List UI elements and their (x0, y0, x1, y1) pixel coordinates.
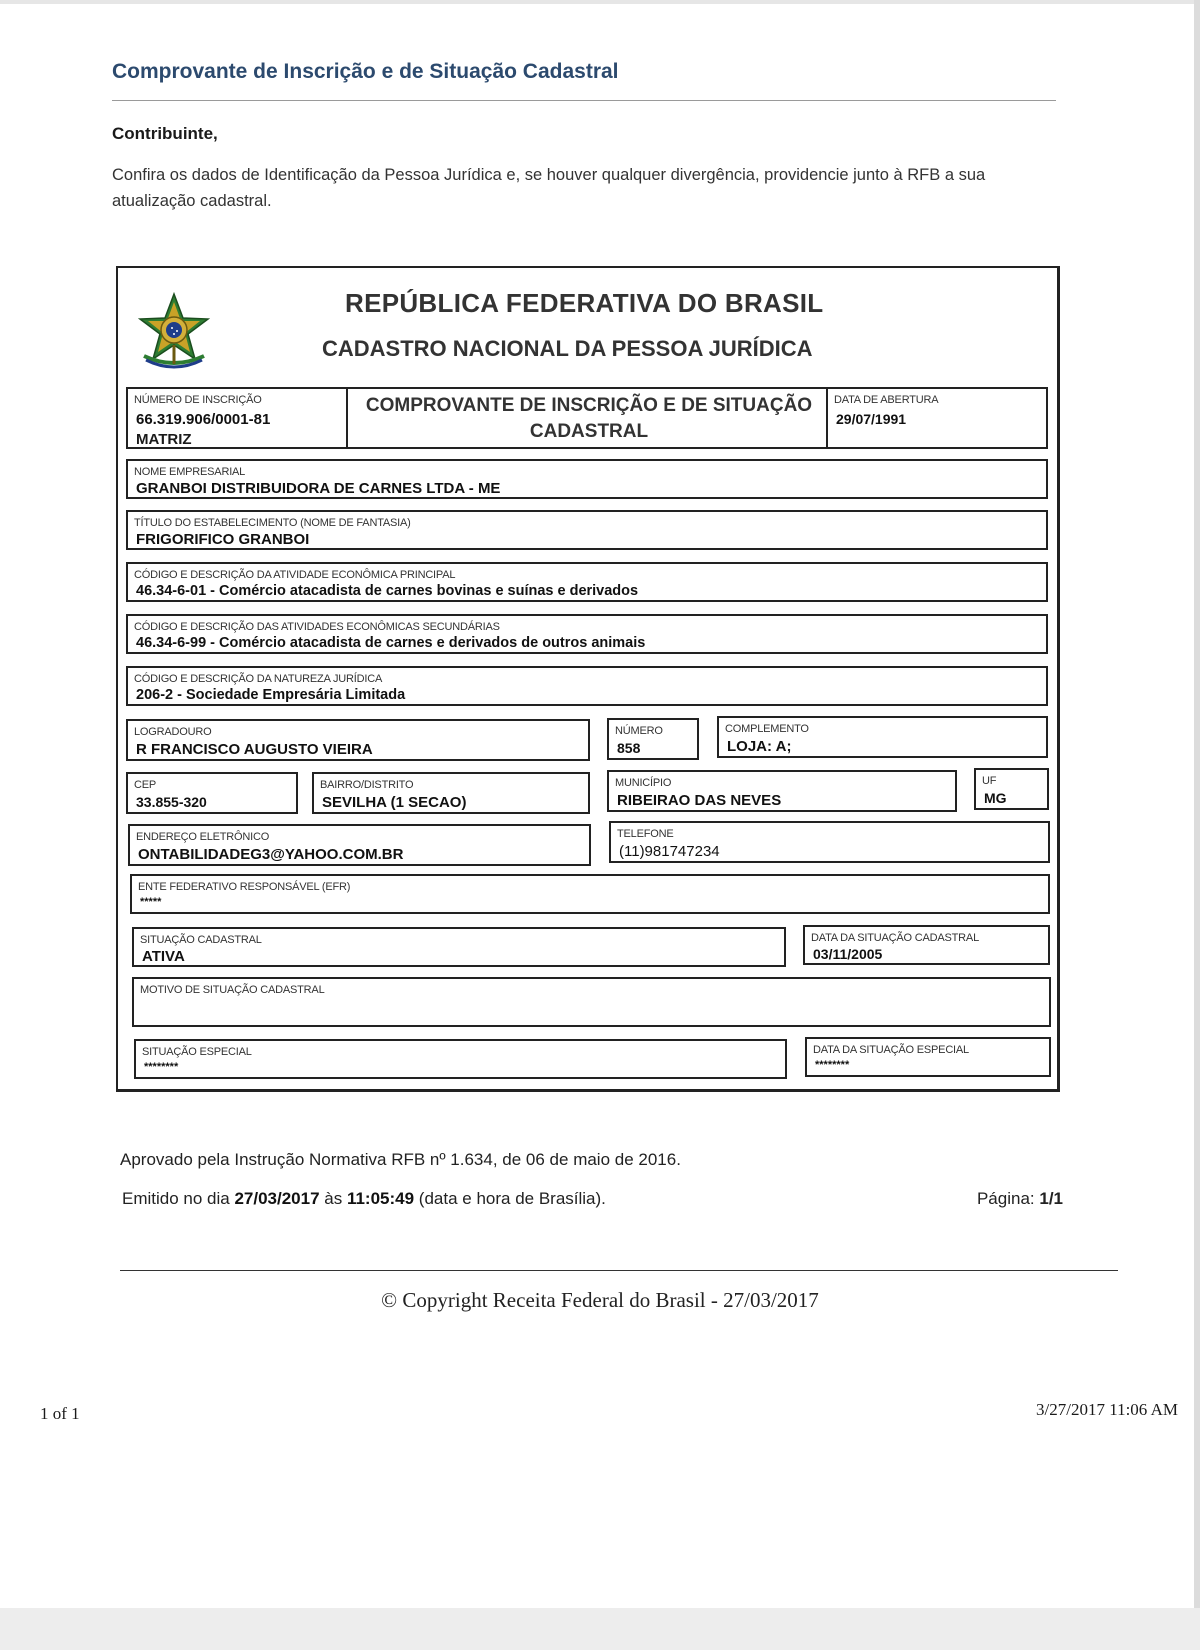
telefone-field (609, 821, 1050, 863)
natureza-juridica-field (126, 666, 1048, 706)
print-timestamp: 3/27/2017 11:06 AM (1036, 1400, 1178, 1419)
field-value: RIBEIRAO DAS NEVES (617, 792, 782, 809)
field-label: COMPLEMENTO (725, 723, 809, 735)
intro-text: Confira os dados de Identificação da Pessoa Jurídica e, se houver qualquer divergência, providencie junto à RFB a sua atualização cadastral. (112, 166, 986, 210)
municipio-field (607, 770, 957, 812)
field-value: ONTABILIDADEG3@YAHOO.COM.BR (138, 846, 404, 863)
atividades-secundarias-field (126, 614, 1048, 654)
approval-note: Aprovado pela Instrução Normativa RFB nº 1.634, de 06 de maio de 2016. (120, 1150, 681, 1169)
field-label: MUNICÍPIO (615, 777, 672, 789)
complemento-field (717, 716, 1048, 758)
emission-suffix: (data e hora de Brasília). (414, 1189, 606, 1208)
data-situacao-cadastral-field (803, 925, 1050, 965)
bairro-field (312, 772, 590, 814)
field-value: 46.34-6-01 - Comércio atacadista de carnes bovinas e suínas e derivados (136, 583, 639, 599)
field-label: ENTE FEDERATIVO RESPONSÁVEL (EFR) (138, 881, 351, 893)
field-label: LOGRADOURO (134, 726, 212, 738)
scan-edge-right (1194, 0, 1200, 1650)
print-page-count: 1 of 1 (40, 1404, 80, 1423)
cnpj-title: CADASTRO NACIONAL DA PESSOA JURÍDICA (322, 336, 813, 361)
copyright: © Copyright Receita Federal do Brasil - 27/03/2017 (381, 1288, 819, 1312)
comprovante-title-box (346, 387, 828, 449)
data-abertura-field (826, 387, 1048, 449)
field-value: 66.319.906/0001-81 (136, 411, 271, 428)
efr-field (130, 874, 1050, 914)
emission-note (122, 1189, 606, 1209)
field-label: DATA DA SITUAÇÃO ESPECIAL (813, 1044, 969, 1056)
field-label: CÓDIGO E DESCRIÇÃO DA ATIVIDADE ECONÔMICA PRINCIPAL (134, 569, 456, 581)
field-label: CEP (134, 779, 157, 791)
titulo-estabelecimento-field (126, 510, 1048, 550)
uf-field (974, 768, 1049, 810)
page-title: Comprovante de Inscrição e de Situação Cadastral (112, 60, 619, 83)
data-situacao-especial-field (805, 1037, 1051, 1077)
field-label: MOTIVO DE SITUAÇÃO CADASTRAL (140, 984, 325, 996)
field-label: NOME EMPRESARIAL (134, 466, 246, 478)
field-label: NÚMERO DE INSCRIÇÃO (134, 394, 262, 406)
motivo-situacao-field (132, 977, 1051, 1027)
header-divider (112, 100, 1056, 101)
field-value: GRANBOI DISTRIBUIDORA DE CARNES LTDA - ME (136, 480, 501, 497)
scan-edge-top (0, 0, 1200, 4)
nome-empresarial-field (126, 459, 1048, 499)
field-value: LOJA: A; (727, 738, 792, 755)
logradouro-field (126, 719, 590, 761)
field-label: DATA DA SITUAÇÃO CADASTRAL (811, 932, 979, 944)
field-label: CÓDIGO E DESCRIÇÃO DAS ATIVIDADES ECONÔMICAS SECUNDÁRIAS (134, 621, 500, 633)
field-value: ******** (144, 1061, 179, 1073)
emission-time: 11:05:49 (346, 1189, 415, 1208)
page-value: 1/1 (1039, 1189, 1063, 1208)
comprovante-title: COMPROVANTE DE INSCRIÇÃO E DE SITUAÇÃO CADASTRAL (365, 395, 813, 442)
atividade-principal-field (126, 562, 1048, 602)
field-value: SEVILHA (1 SECAO) (322, 794, 467, 811)
field-value: 29/07/1991 (836, 411, 907, 427)
field-label: TELEFONE (617, 828, 674, 840)
field-label: ENDEREÇO ELETRÔNICO (136, 831, 270, 843)
field-label: SITUAÇÃO ESPECIAL (142, 1046, 252, 1058)
field-value: FRIGORIFICO GRANBOI (136, 531, 310, 548)
field-value: ******** (815, 1059, 850, 1071)
footer-divider (120, 1270, 1118, 1271)
page-indicator (977, 1189, 1063, 1209)
field-label: SITUAÇÃO CADASTRAL (140, 934, 262, 946)
situacao-especial-field (134, 1039, 787, 1079)
cep-field (126, 772, 298, 814)
field-value: 46.34-6-99 - Comércio atacadista de carnes e derivados de outros animais (136, 635, 646, 651)
field-label: BAIRRO/DISTRITO (320, 779, 414, 791)
field-label: UF (982, 775, 997, 787)
scan-edge-bottom (0, 1608, 1200, 1650)
field-value: ATIVA (142, 948, 185, 965)
greeting: Contribuinte, (112, 124, 218, 143)
field-value: 03/11/2005 (813, 946, 883, 962)
field-label: NÚMERO (615, 725, 663, 737)
field-value: R FRANCISCO AUGUSTO VIEIRA (136, 741, 373, 758)
brazil-coat-of-arms-icon (134, 290, 214, 376)
field-value: ***** (140, 896, 162, 908)
republic-title: REPÚBLICA FEDERATIVA DO BRASIL (345, 288, 824, 318)
field-value-type: MATRIZ (136, 431, 192, 448)
field-value: MG (984, 790, 1007, 806)
numero-field (607, 718, 699, 760)
field-label: CÓDIGO E DESCRIÇÃO DA NATUREZA JURÍDICA (134, 673, 383, 685)
field-value: 33.855-320 (136, 794, 207, 810)
emission-date: 27/03/2017 (234, 1189, 320, 1208)
field-value: (11)981747234 (619, 843, 720, 860)
emission-prefix: Emitido no dia (122, 1189, 235, 1208)
field-label: DATA DE ABERTURA (834, 394, 939, 406)
emission-mid: às (319, 1189, 347, 1208)
numero-inscricao-field (126, 387, 348, 449)
situacao-cadastral-field (132, 927, 786, 967)
page-label: Página: (976, 1189, 1040, 1208)
field-value: 206-2 - Sociedade Empresária Limitada (136, 687, 406, 703)
field-label: TÍTULO DO ESTABELECIMENTO (NOME DE FANTASIA) (134, 517, 411, 529)
field-value: 858 (617, 740, 641, 756)
email-field (128, 824, 591, 866)
